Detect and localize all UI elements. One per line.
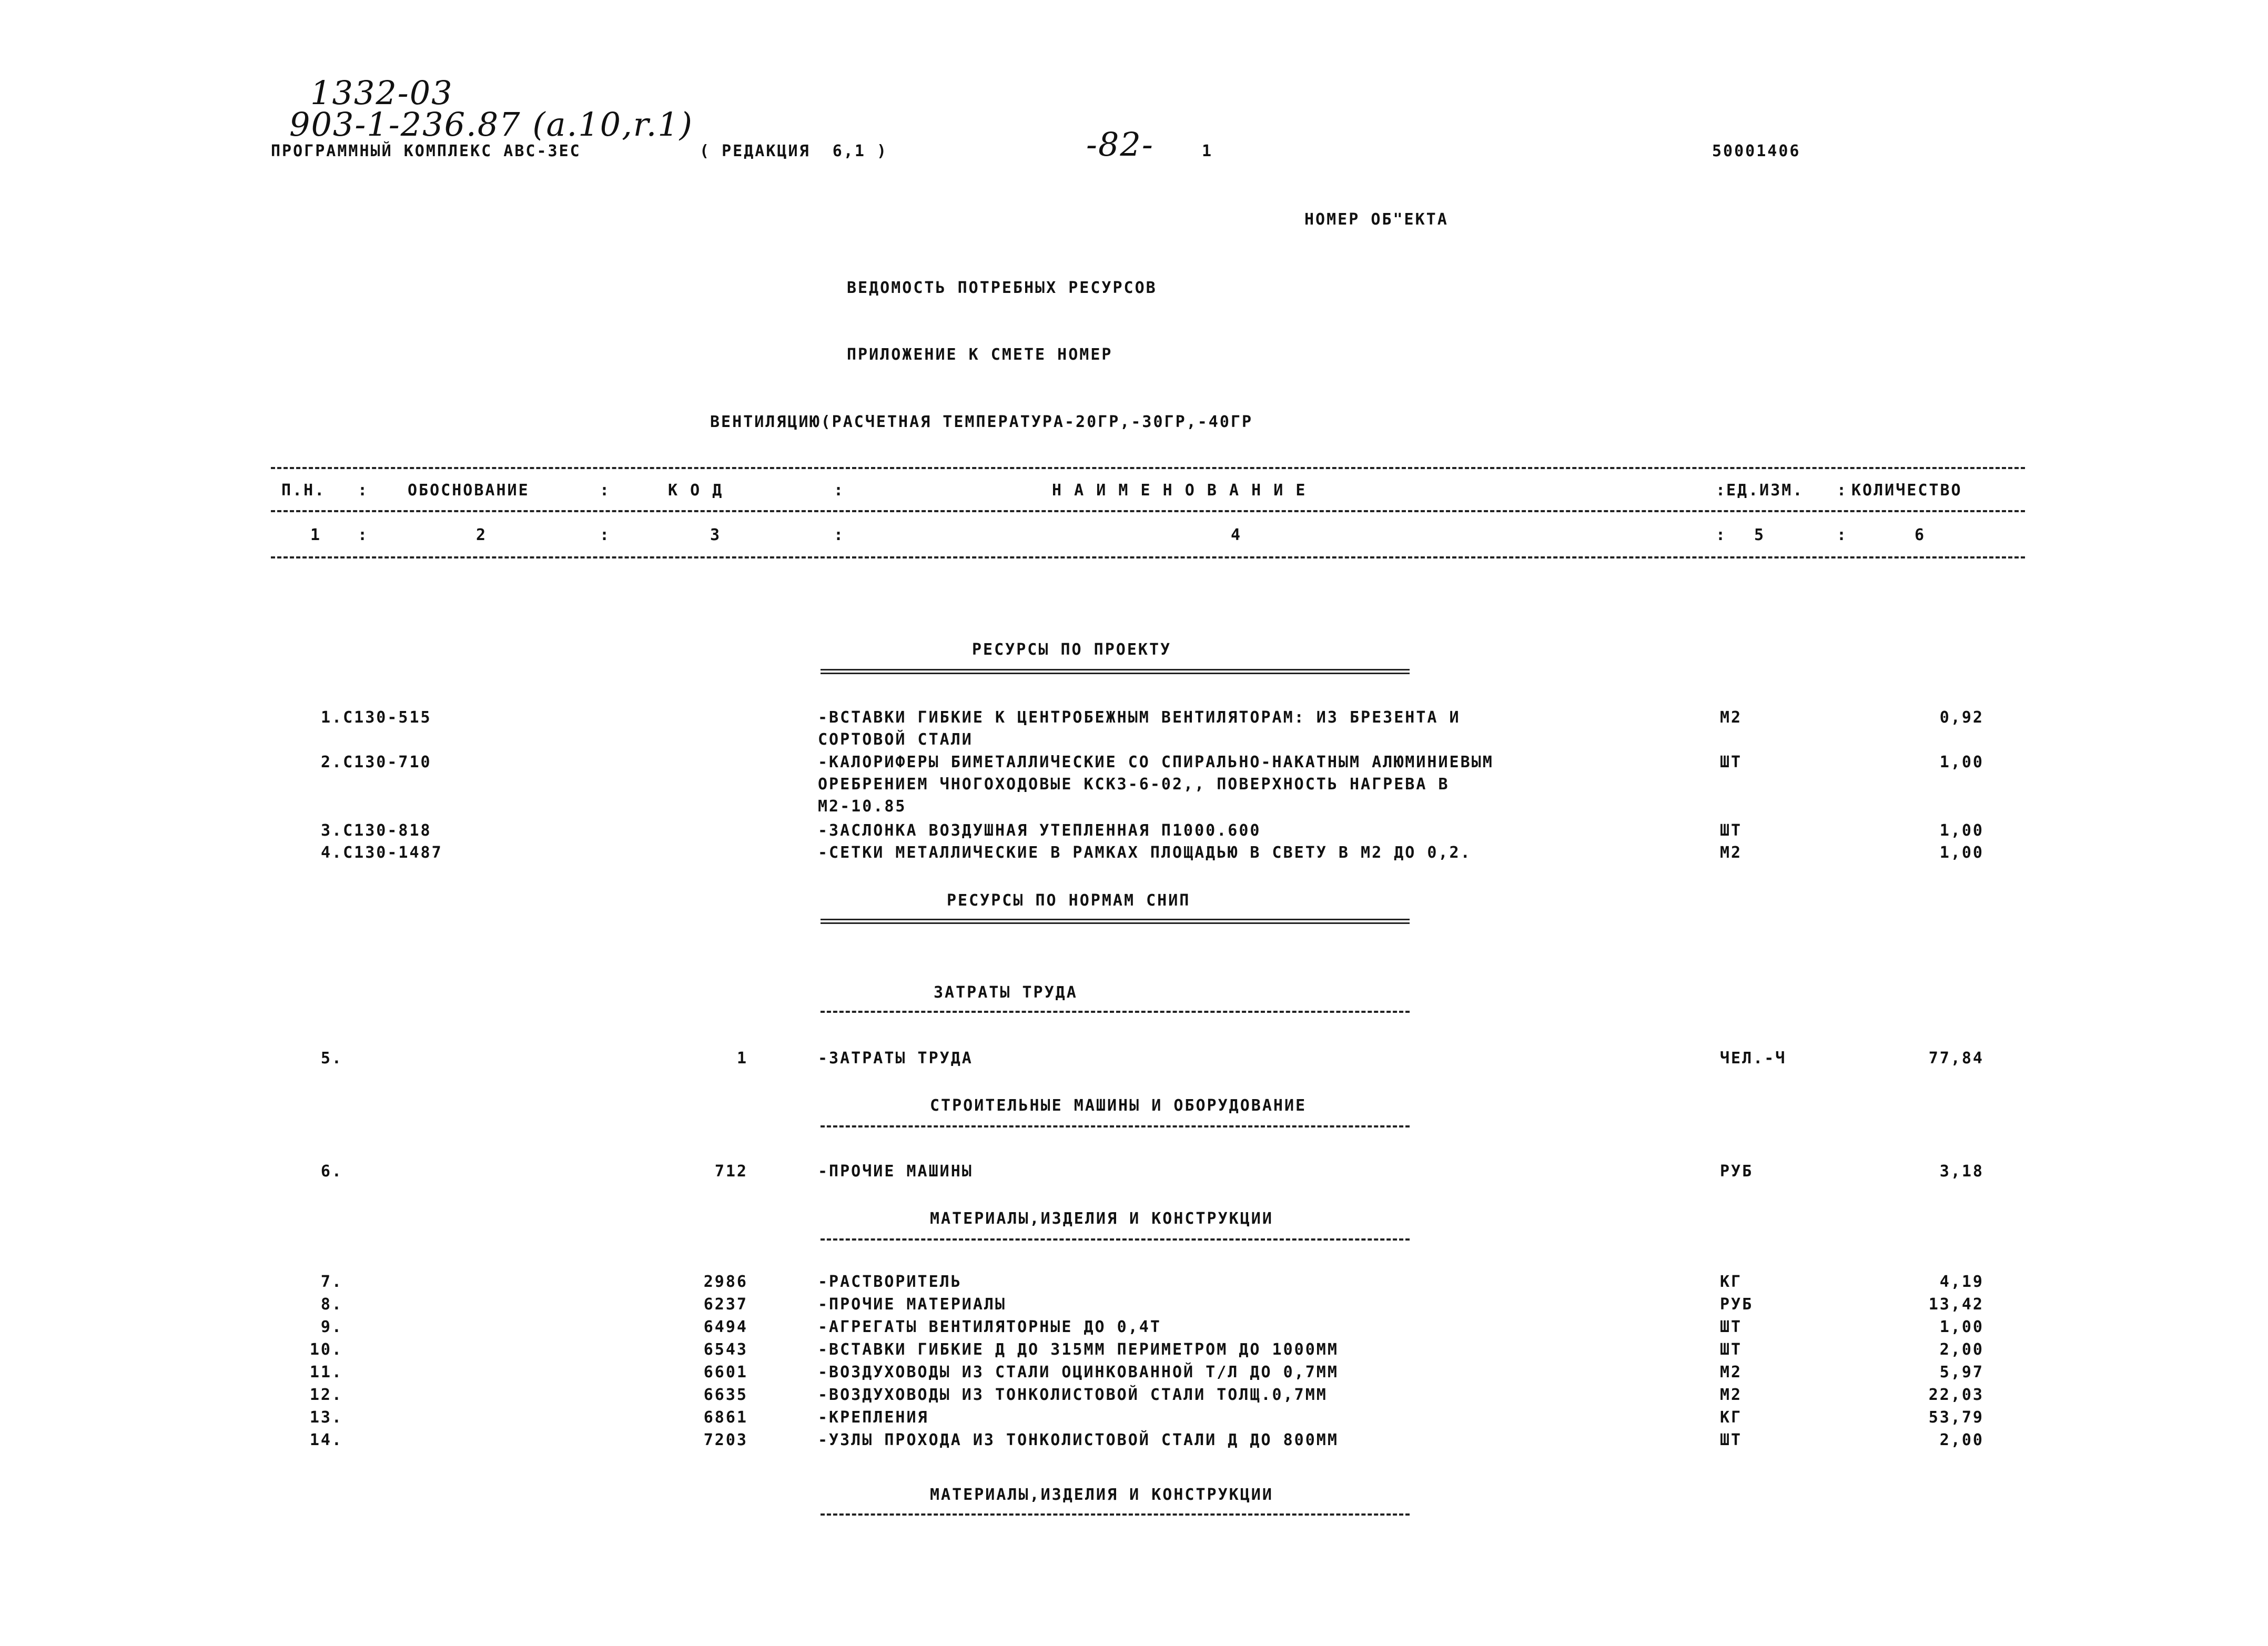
row-name-line: М2-10.85 [818, 797, 907, 816]
col-header-colon-1: : [358, 481, 369, 500]
row-unit: М2 [1720, 1386, 1743, 1404]
row-unit: КГ [1720, 1273, 1743, 1291]
section-underline-project [821, 669, 1410, 674]
row-number: 13. [309, 1408, 343, 1427]
document-subtitle: ПРИЛОЖЕНИЕ К СМЕТЕ НОМЕР [847, 346, 1113, 364]
handwritten-project-code: 903-1-236.87 (a.10,r.1) [289, 105, 693, 144]
row-quantity: 1,00 [1939, 821, 1984, 840]
col-number-colon-2: : [600, 526, 611, 544]
col-number-colon-5: : [1837, 526, 1848, 544]
row-number: 5. [320, 1049, 343, 1068]
row-quantity: 4,19 [1939, 1273, 1984, 1291]
row-name-line: СОРТОВОЙ СТАЛИ [818, 730, 973, 749]
row-unit: М2 [1720, 708, 1743, 727]
row-name: -АГРЕГАТЫ ВЕНТИЛЯТОРНЫЕ ДО 0,4Т [818, 1318, 1161, 1336]
program-name: ПРОГРАММНЫЙ КОМПЛЕКС АВС-3ЕС [271, 142, 581, 160]
row-code: 2986 [703, 1273, 748, 1291]
table-row [0, 1273, 2268, 1296]
row-reference: 4.С130-1487 [321, 844, 443, 862]
row-number: 12. [309, 1386, 343, 1404]
row-quantity: 22,03 [1928, 1386, 1984, 1404]
row-quantity: 2,00 [1939, 1431, 1984, 1449]
handwritten-archive-number: 1332-03 [310, 74, 453, 112]
section-title-materials-continued: МАТЕРИАЛЫ,ИЗДЕЛИЯ И КОНСТРУКЦИИ [930, 1486, 1273, 1504]
table-row [0, 844, 2268, 867]
section-title-machines: СТРОИТЕЛЬНЫЕ МАШИНЫ И ОБОРУДОВАНИЕ [930, 1096, 1307, 1115]
row-unit: ШТ [1720, 1318, 1743, 1336]
section-underline-machines [821, 1125, 1410, 1127]
row-code: 6543 [703, 1340, 748, 1359]
row-name: -РАСТВОРИТЕЛЬ [818, 1273, 962, 1291]
row-code: 6494 [703, 1318, 748, 1336]
section-title-snip: РЕСУРСЫ ПО НОРМАМ СНИП [947, 891, 1191, 910]
table-rule-mid [271, 510, 2025, 512]
col-number-6: 6 [1915, 526, 1926, 544]
row-unit: М2 [1720, 1363, 1743, 1381]
col-number-3: 3 [710, 526, 722, 544]
row-unit: ШТ [1720, 1431, 1743, 1449]
section-underline-materials [821, 1238, 1410, 1241]
row-name: -КРЕПЛЕНИЯ [818, 1408, 929, 1427]
row-code: 6861 [703, 1408, 748, 1427]
row-unit: М2 [1720, 844, 1743, 862]
row-code: 7203 [703, 1431, 748, 1449]
row-name: -ЗАТРАТЫ ТРУДА [818, 1049, 973, 1068]
row-unit: ШТ [1720, 1340, 1743, 1359]
row-number: 7. [320, 1273, 343, 1291]
row-name-line: -ВСТАВКИ ГИБКИЕ К ЦЕНТРОБЕЖНЫМ ВЕНТИЛЯТОРАМ: ИЗ БРЕЗЕНТА И [818, 708, 1461, 727]
sheet-number: 1 [1202, 142, 1213, 160]
col-header-name: Н А И М Е Н О В А Н И Е [1052, 481, 1307, 500]
col-header-colon-4: : [1716, 481, 1727, 500]
col-header-quantity: КОЛИЧЕСТВО [1851, 481, 1962, 500]
col-number-1: 1 [310, 526, 322, 544]
row-quantity: 5,97 [1939, 1363, 1984, 1381]
row-code: 712 [714, 1162, 748, 1181]
row-unit: ШТ [1720, 821, 1743, 840]
col-header-colon-5: : [1837, 481, 1848, 500]
col-number-colon-4: : [1716, 526, 1727, 544]
col-header-code: К О Д [668, 481, 724, 500]
row-number: 11. [309, 1363, 343, 1381]
col-number-2: 2 [476, 526, 488, 544]
section-underline-snip [821, 919, 1410, 924]
col-header-number: П.Н. [281, 481, 326, 500]
row-quantity: 1,00 [1939, 753, 1984, 771]
document-scope: ВЕНТИЛЯЦИЮ(РАСЧЕТНАЯ ТЕМПЕРАТУРА-20ГР,-30ГР,-40ГР [710, 413, 1253, 431]
row-quantity: 13,42 [1928, 1295, 1984, 1314]
table-row [0, 1408, 2268, 1431]
document-code: 50001406 [1712, 142, 1801, 160]
row-name: -ВОЗДУХОВОДЫ ИЗ ТОНКОЛИСТОВОЙ СТАЛИ ТОЛЩ.0,7ММ [818, 1386, 1328, 1404]
row-quantity: 3,18 [1939, 1162, 1984, 1181]
col-number-5: 5 [1754, 526, 1766, 544]
row-name-line: ОРЕБРЕНИЕМ ЧНОГОХОДОВЫЕ КСК3-6-02,, ПОВЕРХНОСТЬ НАГРЕВА В [818, 775, 1450, 794]
col-header-colon-2: : [600, 481, 611, 500]
row-name: -ПРОЧИЕ МАТЕРИАЛЫ [818, 1295, 1007, 1314]
row-quantity: 2,00 [1939, 1340, 1984, 1359]
section-title-materials: МАТЕРИАЛЫ,ИЗДЕЛИЯ И КОНСТРУКЦИИ [930, 1210, 1273, 1228]
row-name: -ВСТАВКИ ГИБКИЕ Д ДО 315ММ ПЕРИМЕТРОМ ДО 1000ММ [818, 1340, 1339, 1359]
section-underline-materials-continued [821, 1513, 1410, 1516]
table-row [0, 1049, 2268, 1072]
row-unit: РУБ [1720, 1162, 1754, 1181]
row-number: 14. [309, 1431, 343, 1449]
row-unit: ШТ [1720, 753, 1743, 771]
row-reference: 2.С130-710 [321, 753, 432, 771]
section-title-labor: ЗАТРАТЫ ТРУДА [934, 983, 1078, 1002]
row-unit: ЧЕЛ.-Ч [1720, 1049, 1787, 1068]
section-underline-labor [821, 1011, 1410, 1013]
object-number-label: НОМЕР ОБ"ЕКТА [1304, 210, 1449, 229]
row-quantity: 0,92 [1939, 708, 1984, 727]
row-name: -УЗЛЫ ПРОХОДА ИЗ ТОНКОЛИСТОВОЙ СТАЛИ Д ДО 800ММ [818, 1431, 1339, 1449]
table-row [0, 1340, 2268, 1364]
row-reference: 1.С130-515 [321, 708, 432, 727]
row-name-line: -ЗАСЛОНКА ВОЗДУШНАЯ УТЕПЛЕННАЯ П1000.600 [818, 821, 1261, 840]
table-row [0, 753, 2268, 816]
row-number: 8. [320, 1295, 343, 1314]
row-quantity: 53,79 [1928, 1408, 1984, 1427]
table-rule-bottom [271, 556, 2025, 558]
col-number-colon-3: : [834, 526, 845, 544]
row-unit: РУБ [1720, 1295, 1754, 1314]
row-code: 1 [736, 1049, 748, 1068]
row-quantity: 1,00 [1939, 844, 1984, 862]
row-quantity: 77,84 [1928, 1049, 1984, 1068]
table-row [0, 1162, 2268, 1185]
edition: ( РЕДАКЦИЯ 6,1 ) [700, 142, 888, 160]
row-name: -ПРОЧИЕ МАШИНЫ [818, 1162, 973, 1181]
col-number-colon-1: : [358, 526, 369, 544]
col-header-basis: ОБОСНОВАНИЕ [408, 481, 530, 500]
row-number: 9. [320, 1318, 343, 1336]
row-name-line: -СЕТКИ МЕТАЛЛИЧЕСКИЕ В РАМКАХ ПЛОЩАДЬЮ В СВЕТУ В М2 ДО 0,2. [818, 844, 1472, 862]
table-row [0, 1386, 2268, 1409]
section-title-project: РЕСУРСЫ ПО ПРОЕКТУ [972, 641, 1172, 659]
row-number: 6. [320, 1162, 343, 1181]
handwritten-page-number: -82- [1086, 125, 1154, 164]
table-row [0, 708, 2268, 749]
document-title: ВЕДОМОСТЬ ПОТРЕБНЫХ РЕСУРСОВ [847, 279, 1157, 297]
table-row [0, 821, 2268, 845]
col-number-4: 4 [1231, 526, 1242, 544]
col-header-unit: ЕД.ИЗМ. [1726, 481, 1804, 500]
row-code: 6601 [703, 1363, 748, 1381]
row-code: 6237 [703, 1295, 748, 1314]
row-reference: 3.С130-818 [321, 821, 432, 840]
table-row [0, 1363, 2268, 1386]
table-row [0, 1295, 2268, 1318]
row-number: 10. [309, 1340, 343, 1359]
row-quantity: 1,00 [1939, 1318, 1984, 1336]
table-row [0, 1318, 2268, 1341]
row-code: 6635 [703, 1386, 748, 1404]
table-rule-top [271, 467, 2025, 469]
table-row [0, 1431, 2268, 1454]
row-name-line: -КАЛОРИФЕРЫ БИМЕТАЛЛИЧЕСКИЕ СО СПИРАЛЬНО-НАКАТНЫМ АЛЮМИНИЕВЫМ [818, 753, 1494, 771]
row-name: -ВОЗДУХОВОДЫ ИЗ СТАЛИ ОЦИНКОВАННОЙ Т/Л ДО 0,7ММ [818, 1363, 1339, 1381]
col-header-colon-3: : [834, 481, 845, 500]
row-unit: КГ [1720, 1408, 1743, 1427]
